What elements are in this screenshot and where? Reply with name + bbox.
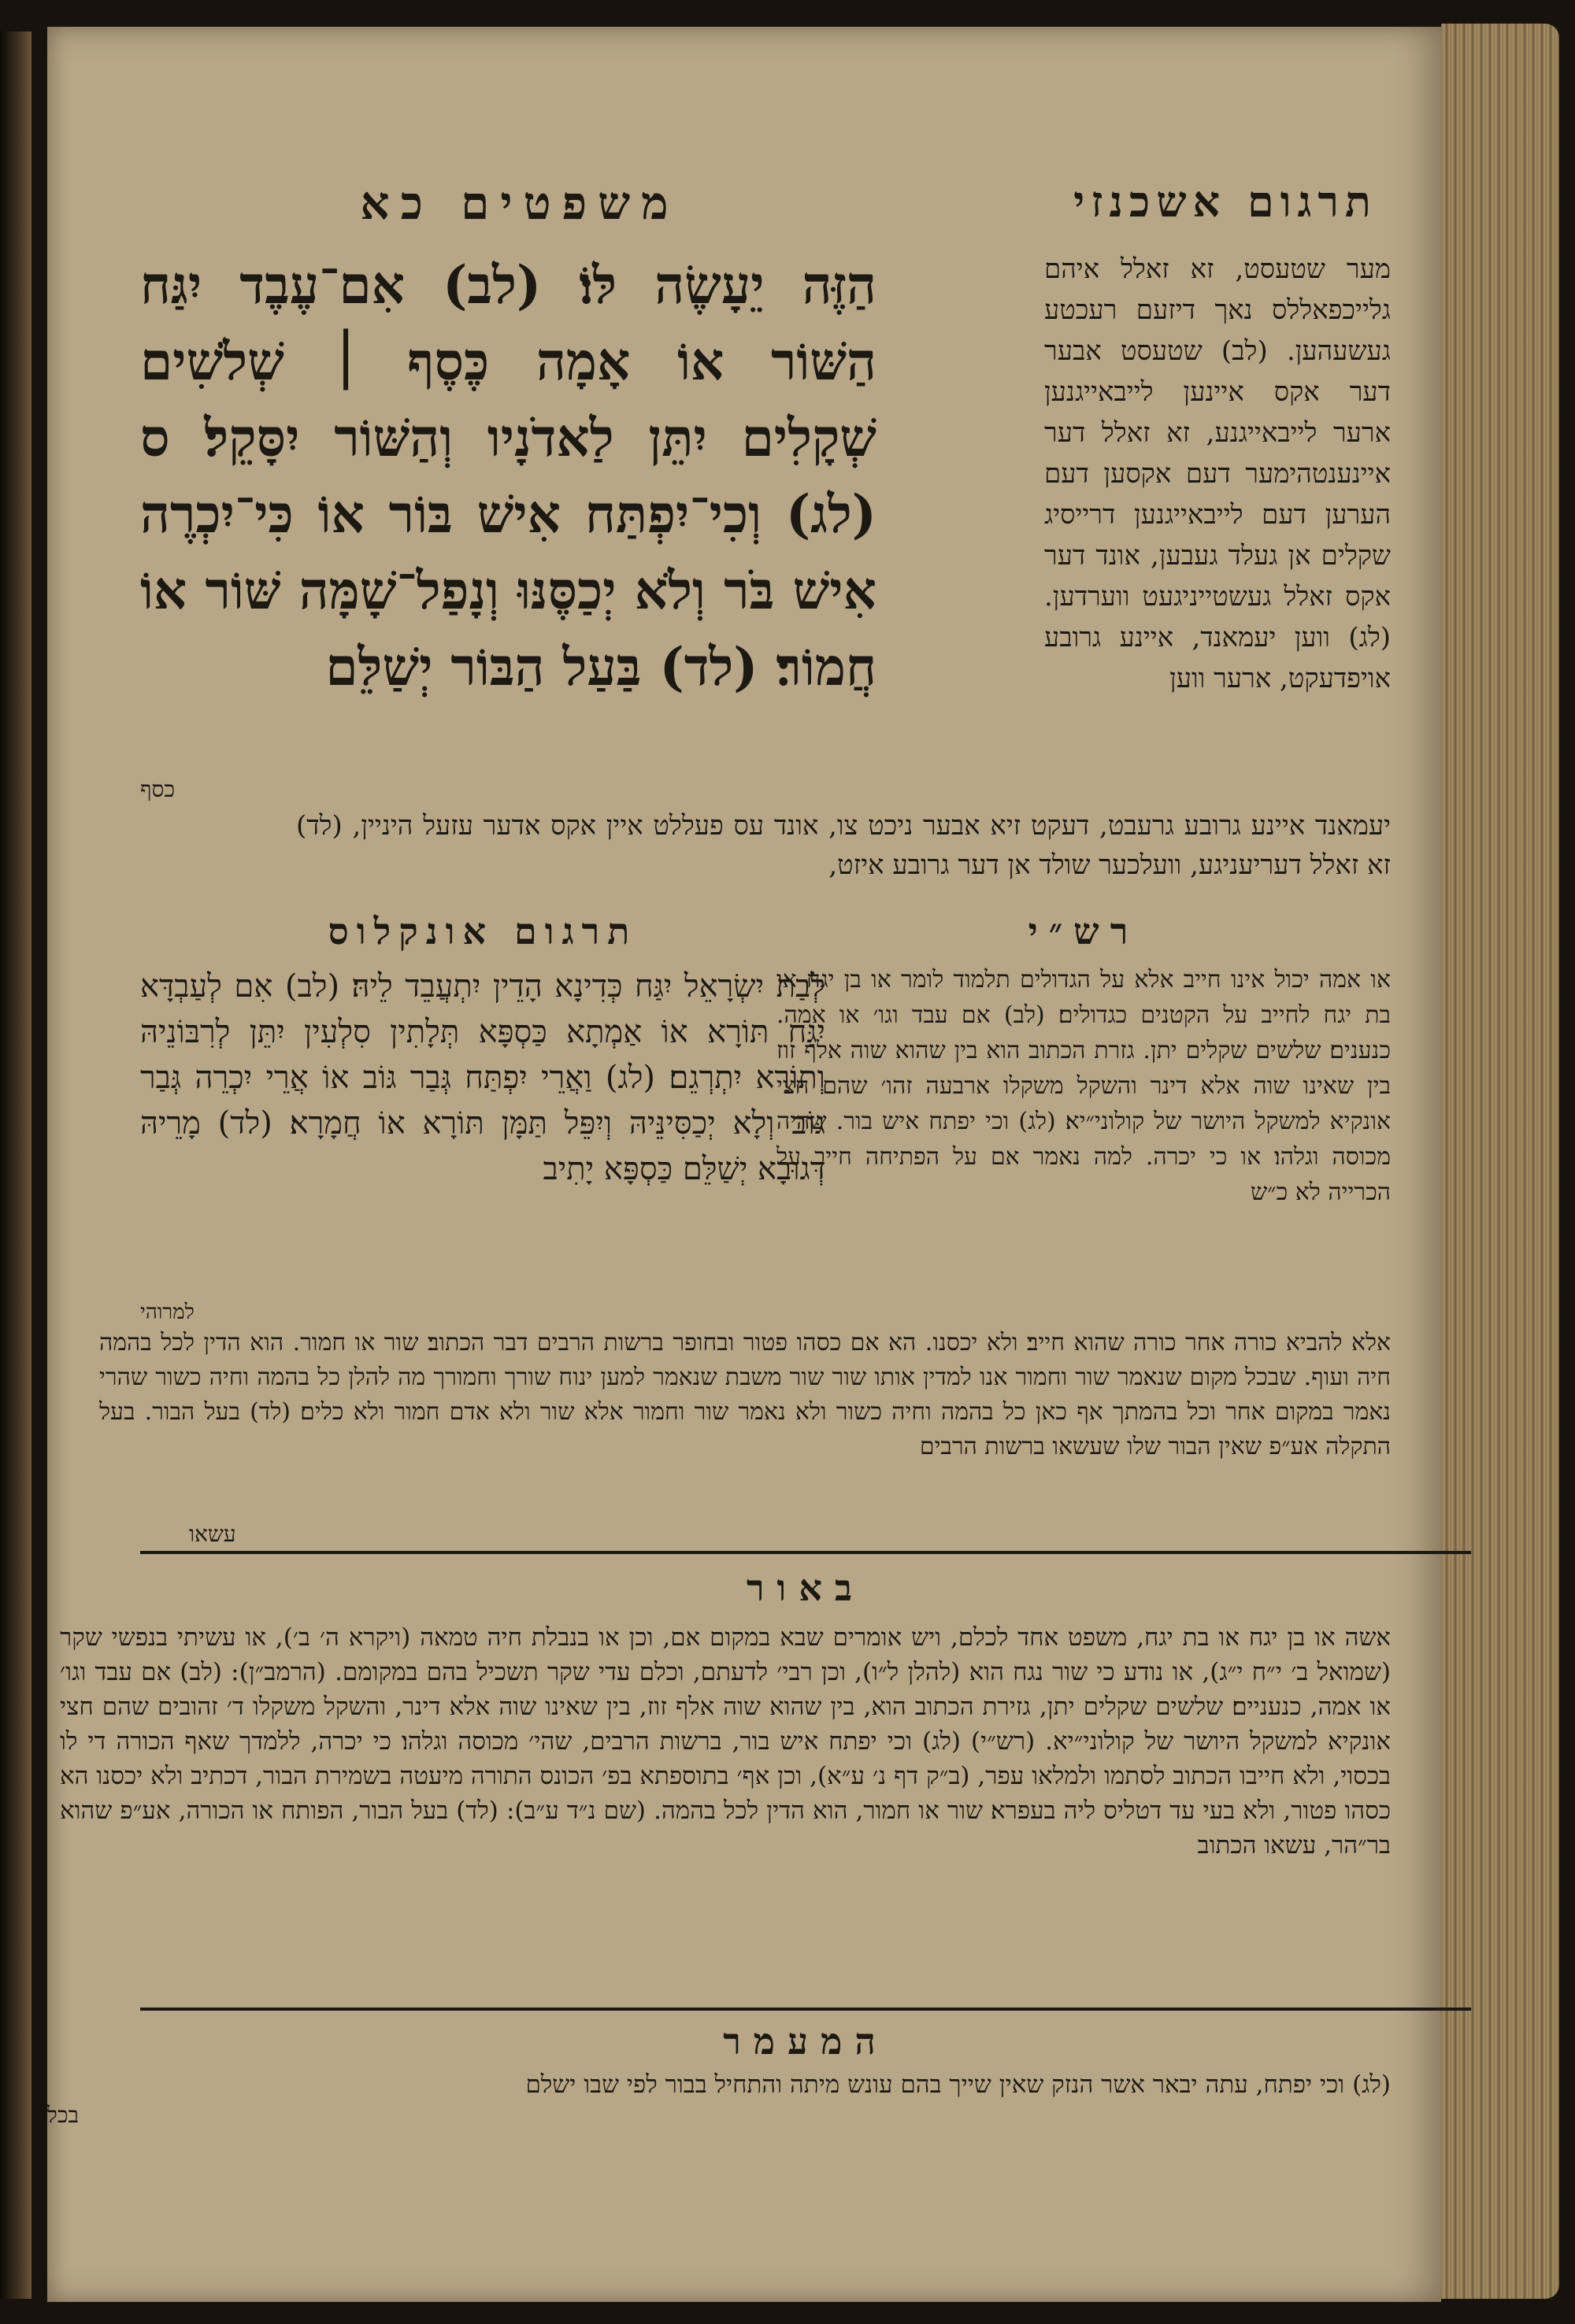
- yiddish-translation-continuation: יעמאנד איינע גרובע גרעבט, דעקט זיא אבער ניכט צו, אונד עס פעללט איין אקס אדער עזעל היניין, (לד) זא זאלל דעריעניגע, וועלכער שולד אן דער גרובע איזט,: [296, 810, 1391, 881]
- book-left-cover-edge: [0, 31, 32, 2299]
- rashi-catchword: עשאו: [189, 1521, 236, 1547]
- hameamar-title: המעמר: [723, 2020, 888, 2063]
- book-page: [47, 27, 1441, 2302]
- rashi-full-width-text: אלא להביא כורה אחר כורה שהוא חייב׃ ולא יכסנו. הא אם כסהו פטור ובחופר ברשות הרבים דבר הכתוב׃ שור או חמור. הוא הדין לכל בהמה חיה ועוף. שבכל מקום שנאמר שור וחמור אנו למדין אותו שור שור משבת שנאמר למען ינוח שורך וחמורך מה להלן כל בהמה וחיה כשור שהרי נאמר במקום אחר וכל בהמתך אף כאן כל בהמה וחיה כשור ולא נאמר שור וחמור אלא שור ולא אדם חמור ולא כלים׃ (לד) בעל הבור. בעל התקלה אע״פ שאין הבור שלו שעשאו ברשות הרבים: [99, 1329, 1391, 1460]
- divider-rule: [140, 1551, 1471, 1554]
- onkelos-title: תרגום אונקלוס: [328, 910, 638, 953]
- yiddish-translation: מער שטעסט, זא זאלל איהם גלייכפאללס נאך דיזעם רעכטע געשעהען. (לב) שטעסט אבער דער אקס איינען לייבאייגנען ארער לייבאייגנע, זא זאלל דער איינענטהימער דעם אקסען דעם הערען דעם לייבאייגנען דרייסיג שקלים אן געלד געבען, אונד דער אקס זאלל געשטייניגעט ווערדען. (לג) ווען יעמאנד, איינע גרובע אויפדעקט, ארער ווען: [1044, 253, 1391, 694]
- biur-text: אשה או בן יגח או בת יגח, משפט אחד לכלם, ויש אומרים שבא במקום אם, וכן או בנבלת חיה טמאה (ויקרא ה׳ ב׳), או עשיתי בנפשי שקר (שמואל ב׳ י״ח י״ג), או נודע כי שור נגח הוא (להלן ל״ו), וכן רבי׳ לדעתם, וכלם עדי שקר תשכיל בהם במקומם. (הרמב״ן): (לב) אם עבד וגו׳ או אמה, כנעניים׃ שלשים שקלים יתן, גזירת הכתוב הוא, בין שהוא שוה אלף זוז, בין שאינו שוה אלא דינר, והשקל משקלו ד׳ זהובים שהם חצי אונקיא למשקל היושר של קולוני״יא. (רש״י) (לג) וכי יפתח איש בור, ברשות הרבים, שהי׳ מכוסה וגלהו׃ כי יכרה, ללמדך שאף הכורה די לו בכסוי, ולא חייבו הכתוב לסתמו ולמלאו עפר, (ב״ק דף נ׳ ע״א), וכן אף׳ בתוספתא בפ׳ הכונס התורה מיעטה בשמירת הבור, דכתיב ולא יכסנו הא כסהו פטור, ולא בעי עד דטליס ליה בעפרא׃ שור או חמור, הוא הדין לכל בהמה. (שם נ״ד ע״ב): (לד) בעל הבור, הפותח או הכורה, אע״פ שהוא בר״הר, עשאו הכתוב: [60, 1623, 1391, 1860]
- rashi-column-text: או אמה יכול אינו חייב אלא על הגדולים תלמוד לומר או בן יגח או בת יגח לחייב על הקטנים כגדולים׃ (לב) אם עבד וגו׳ או אמה. כנענים׃ שלשים שקלים יתן. גזרת הכתוב הוא בין שהוא שוה אלף זוז בין שאינו שוה אלא דינר והשקל משקלו ארבעה זהו׳ שהם חצי אונקיא למשקל היושר של קולוני״יא׃ (לג) וכי יפתח איש בור. שהיה מכוסה וגלהו׃ או כי יכרה. למה נאמר אם על הפתיחה חייב על הכרייה לא כ״ש: [776, 966, 1391, 1206]
- biur-title: באור: [746, 1567, 865, 1609]
- header-targum-ashkenazi: תרגום אשכנזי: [1073, 176, 1377, 227]
- divider-rule: [140, 2008, 1471, 2011]
- verse-catchword: כסף: [140, 776, 176, 802]
- torah-verse-text: הַזֶּה יֵעָשֶׂה לּוֹ׃ (לב) אִם־עֶבֶד יִגַּח הַשּׁוֹר אוֹ אָמָה כֶּסֶף ׀ שְׁלֹשִׁים שְׁקָלִים יִתֵּן לַאדֹנָיו וְהַשּׁוֹר יִסָּקֵל׃ ס (לג) וְכִי־יִפְתַּח אִישׁ בּוֹר אוֹ כִּי־יִכְרֶה אִישׁ בֹּר וְלֹא יְכַסֶּנּוּ וְנָפַל־שָׁמָּה שּׁוֹר אוֹ חֲמוֹר׃ (לד) בַּעַל הַבּוֹר יְשַׁלֵּם: [140, 254, 876, 698]
- header-parsha-chapter: משפטים כא: [360, 176, 680, 230]
- book-page-edges: [1441, 24, 1559, 2299]
- onkelos-text: לְבַת יִשְׂרָאֵל יִגַּח כְּדִינָא הָדֵין יִתְעֲבֵד לֵיהּ׃ (לב) אִם לְעַבְדָּא יִגַּח תּוֹרָא אוֹ אַמְתָא כַּסְפָּא תְּלָתִין סִלְעִין יִתֵּן לְרִבּוֹנֵיהּ וְתוֹרָא יִתְרְגֵם׃ (לג) וַאֲרֵי יִפְתַּח גְּבַר גּוֹב אוֹ אֲרֵי יִכְרֵה גְּבַר גּוֹב וְלָא יְכַסִּינֵּיהּ וְיִפֵּל תַּמָּן תּוֹרָא אוֹ חֲמָרָא׃ (לד) מָרֵיהּ דְּגוּבָא יְשַׁלֵּם כַּסְפָּא יָתִיב: [140, 968, 825, 1187]
- hameamar-catchword: בכל: [46, 2102, 79, 2128]
- onkelos-catchword: למרוהי: [140, 1301, 195, 1324]
- hameamar-text: (לג) וכי יפתח, עתה יבאר אשר הנזק שאין שייך בהם עונש מיתה והתחיל בבור לפי שבו ישלם: [525, 2071, 1391, 2099]
- rashi-title: רש״י: [1028, 910, 1140, 953]
